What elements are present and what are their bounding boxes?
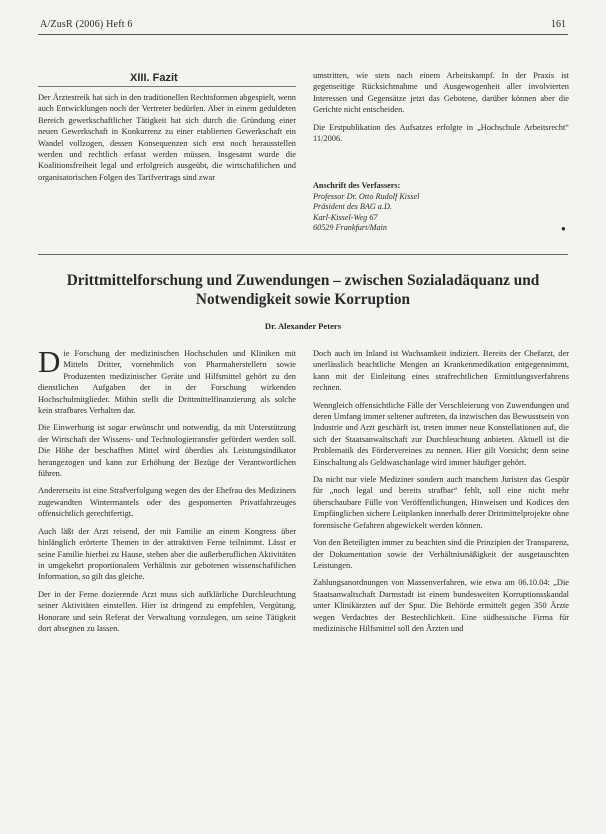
article-paragraph: Da nicht nur viele Mediziner sondern auch manchem Juristen das Gespür für „noch legal und bereits strafbar“ fehlt, soll eine nicht mehr überschaubare Fülle von Veröffentlichungen, Hinweisen und Kodices den Empfänglichen sichere Leitplanken innerhalb derer Drittmittelprojekte ohne forensische Gefahren abgewickelt werden können. bbox=[313, 475, 569, 530]
address-line: Karl-Kissel-Weg 67 bbox=[313, 212, 378, 222]
header-rule bbox=[38, 34, 568, 35]
drop-cap: D bbox=[38, 348, 61, 379]
article-left-column bbox=[38, 348, 296, 788]
author-address bbox=[313, 181, 419, 234]
article-paragraph: Andererseits ist eine Strafverfolgung wegen des der Ehefrau des Mediziners zugewandten Wintermantels oder des gesponserten Privatfahrzeuges offensichtlich gerechtfertigt. bbox=[38, 486, 296, 519]
article-title-line: Notwendigkeit sowie Korruption bbox=[195, 291, 411, 308]
journal-header: A/ZusR (2006) Heft 6 bbox=[40, 19, 133, 30]
article-separator bbox=[38, 254, 568, 255]
section-paragraph: Der Ärztestreik hat sich in den traditionellen Rechtsformen abgespielt, wenn auch Entwicklungen noch der Vertreter bedürfen. Aber in einem geduldeten Bereich gewerkschaftlicher Tätigkeit hat sich durch die Gründung einer neuen Gewerkschaft in Konkurrenz zu einer etablierten Gewerkschaft ein Wandel vollzogen, dessen Konsequenzen sich erst noch herausstellen werden und rechtlich erfasst werden müssen. Insgesamt wurde die Koalitionsfreiheit legal und erfolgreich ausgeübt, die wirtschaftlichen und organisatorischen Folgen des Tarifvertrags sind zwar bbox=[38, 93, 296, 182]
article-title bbox=[38, 271, 568, 309]
section-rule bbox=[38, 86, 296, 87]
address-line: Professor Dr. Otto Rudolf Kissel bbox=[313, 191, 420, 201]
section-left-column bbox=[38, 92, 296, 244]
address-line: Präsident des BAG a.D. bbox=[313, 202, 392, 212]
section-title: XIII. Fazit bbox=[130, 72, 178, 84]
article-paragraph: Auch läßt der Arzt reisend, der mit Familie an einem Kongress über hinlänglich erörterte Themen in der attraktiven Ferne teilnimmt. Lässt er seine Familie hierbei zu Hause, stehen aber die außerberuflichen Aktivitäten in umgekehrt proportionalem Verhältnis zur gebotenen wissenschaftlichen Information, so gilt das gleiche. bbox=[38, 526, 296, 582]
end-mark: ● bbox=[561, 224, 566, 233]
address-line: 60529 Frankfurt/Main bbox=[313, 223, 387, 233]
section-paragraph: umstritten, wie stets nach einem Arbeitskampf. In der Praxis ist gegenseitige Rücksichtnahme und Ausgewogenheit aller involvierten Interessen und Gegensätze jetzt das Gebotene, darüber können aber die Gerichte nicht entscheiden. bbox=[313, 71, 569, 115]
article-paragraph: Die Einwerbung ist sogar erwünscht und notwendig, da mit Unterstützung der Wirtschaft der Wissens- und Technologietransfer gefördert werden soll. Die Höhe der beschafften Mittel wird überdies als Leistungsindikator herangezogen und kann zur Erhöhung der Bezüge der Verantwortlichen führen. bbox=[38, 423, 296, 479]
article-paragraph: Der in der Ferne dozierende Arzt muss sich aufklärliche Durchleuchtung seiner Aktivitäten einstellen. Hier ist dringend zu empfehlen, Vergütung, Honorare und sein Referat der Verwaltung vorzulegen, um seine Tätigkeit dort absegnen zu lassen. bbox=[38, 589, 296, 633]
article-right-column bbox=[313, 348, 569, 824]
publication-note: Die Erstpublikation des Aufsatzes erfolgte in „Hochschule Arbeitsrecht“ 11/2006. bbox=[313, 122, 569, 144]
article-paragraph: Von den Beteiligten immer zu beachten sind die Prinzipien der Transparenz, der Dokumentation sowie der Verhältnismäßigkeit der ausgetauschten Leistungen. bbox=[313, 538, 569, 570]
address-heading: Anschrift des Verfassers: bbox=[313, 181, 401, 190]
section-right-column bbox=[313, 70, 569, 174]
article-paragraph: Wenngleich offensichtliche Fälle der Verschleierung von Zuwendungen und deren Umfang immer seltener auftreten, da inzwischen das Bewusstsein von Industrie und Arzt geschärft ist, treten immer neue Konstellationen auf, die sich der Staatsanwaltschaft zur Durchleuchtung anbieten. Aktuell ist die Problematik des Fördervereines zu nennen. Hier gilt Vorsicht; denn seine Einschaltung als Geldwaschanlage wird immer häufiger gehört. bbox=[313, 400, 569, 467]
page-number: 161 bbox=[551, 19, 566, 30]
article-author: Dr. Alexander Peters bbox=[264, 321, 342, 331]
article-paragraph: Die Forschung der medizinischen Hochschulen und Kliniken mit Mitteln Dritter, vornehmlich von Pharmaherstellern sowie Produzenten medizinischer Geräte und Hilfsmittel gehört zu den dienstlichen Aufgaben der in der Forschung wirkenden Hochschulmitglieder. Mithin stellt die Drittmittelfinanzierung als solche kein strafbares Verhalten dar. bbox=[38, 348, 296, 416]
article-paragraph: Zahlungsanordnungen von Massenverfahren, wie etwa am 06.10.04: „Die Staatsanwaltschaft Darmstadt ist einem bundesweiten Korruptionsskandal unter Klinikärzten auf der Spur. Die Behörde ermittelt gegen 350 Ärzte wegen Verdachtes der Bestechlichkeit. Eine südhessische Firma für medizinische Hilfsmittel soll den Ärzten und bbox=[313, 578, 569, 633]
article-title-line: Drittmittelforschung und Zuwendungen – zwischen Sozialadäquanz und bbox=[66, 272, 540, 289]
article-paragraph: Doch auch im Inland ist Wachsamkeit indiziert. Bereits der Chefarzt, der unerlässlich beachtliche Mengen an Krankenmedikation entgegennimmt, kann mit der Einleitung eines strafrechtlichen Ermittlungsverfahrens rechnen. bbox=[313, 349, 569, 393]
